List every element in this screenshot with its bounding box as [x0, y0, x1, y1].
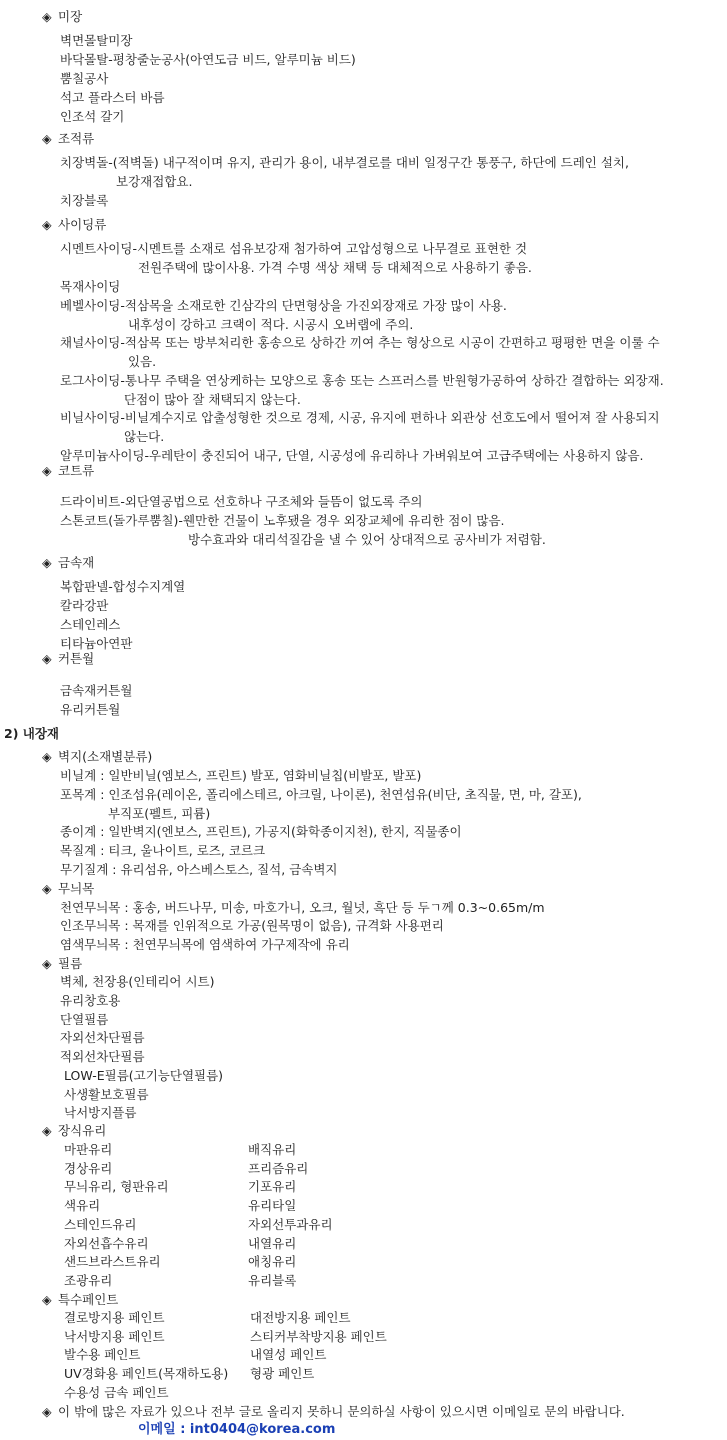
list-item: 포목계 : 인조섬유(레이온, 폴리에스테르, 아크릴, 나이론), 천연섬유(비단, 초직물, 면, 마, 갈포), [60, 787, 582, 802]
list-item-right: 내열유리 [248, 1235, 297, 1251]
list-item-left: 마판유리 [64, 1142, 113, 1157]
list-item-right: 스티커부착방지용 페인트 [250, 1328, 387, 1344]
list-item-left: 낙서방지용 페인트 [64, 1328, 165, 1344]
diamond-bullet-icon: ◈ [42, 749, 52, 764]
list-item: 뿜칠공사 [60, 71, 109, 86]
section-title: 코트류 [58, 463, 95, 478]
list-item-left: 자외선흡수유리 [64, 1235, 149, 1251]
list-item: 베벨사이딩-적삼목을 소재로한 긴삼각의 단면형상을 가진외장재로 가장 많이 사용. [60, 298, 507, 313]
list-item-left: 결로방지용 페인트 [64, 1310, 165, 1325]
list-item: 사생활보호필름 [64, 1087, 149, 1102]
list-item: 스테인레스 [60, 617, 121, 632]
list-item-right: 유리타일 [248, 1198, 297, 1214]
list-item: 유리창호용 [60, 993, 121, 1008]
list-item: 알루미늄사이딩-우레탄이 충진되어 내구, 단열, 시공성에 유리하나 가벼워보여 고급주택에는 사용하지 않음. [60, 448, 644, 463]
list-item: 단점이 많아 잘 채택되지 않는다. [124, 392, 301, 407]
section-title: 미장 [58, 9, 83, 24]
list-item: 비닐사이딩-비닐계수지로 압출성형한 것으로 경제, 시공, 유지에 편하나 외관상 선호도에서 떨어져 잘 사용되지 [60, 410, 660, 425]
diamond-bullet-icon: ◈ [42, 1123, 52, 1138]
section-title: 조적류 [58, 131, 95, 146]
section-heading [42, 554, 94, 572]
list-item: 염색무늬목 : 천연무늬목에 염색하여 가구제작에 유리 [60, 937, 350, 952]
list-item-left: 수용성 금속 페인트 [64, 1384, 169, 1400]
section-heading [42, 8, 82, 26]
diamond-bullet-icon: ◈ [42, 956, 52, 971]
list-item: 목재사이딩 [60, 279, 121, 294]
list-item: 티타늄아연판 [60, 636, 133, 651]
section-title: 커튼월 [58, 651, 95, 666]
list-item: 자외선차단필름 [60, 1030, 145, 1045]
section-heading [42, 748, 152, 766]
list-item-left: 무늬유리, 형판유리 [64, 1179, 169, 1195]
diamond-bullet-icon: ◈ [42, 217, 52, 232]
list-item-right: 자외선투과유리 [248, 1216, 333, 1232]
list-item: 전원주택에 많이사용. 가격 수명 색상 채택 등 대체적으로 사용하기 좋음. [138, 260, 532, 275]
list-item-right: 애칭유리 [248, 1254, 297, 1270]
email-contact: 이메일 : int0404@korea.com [138, 1422, 336, 1437]
list-item-left: 조광유리 [64, 1272, 113, 1288]
diamond-bullet-icon: ◈ [42, 1292, 52, 1307]
list-item: 단열필름 [60, 1012, 109, 1027]
list-item: 천연무늬목 : 홍송, 버드나무, 미송, 마호가니, 오크, 월넛, 흑단 등 두ㄱ께 0.3~0.65m/m [60, 900, 545, 915]
list-item: 채널사이딩-적삼목 또는 방부처리한 홍송으로 상하간 끼여 추는 형상으로 시공이 간편하고 평평한 면을 이룰 수 [60, 335, 660, 350]
list-item: 인조무늬목 : 목재를 인위적으로 가공(원목명이 없음), 규격화 사용편리 [60, 918, 444, 933]
list-item: 부직포(펠트, 피륨) [108, 806, 211, 821]
diamond-bullet-icon: ◈ [42, 463, 52, 478]
section-title: 벽지(소재별분류) [58, 749, 153, 764]
section-title: 장식유리 [58, 1123, 107, 1138]
list-item: 목질계 : 티크, 울나이트, 로즈, 코르크 [60, 843, 266, 858]
list-item: 시멘트사이딩-시멘트를 소재로 섬유보강재 첨가하여 고압성형으로 나무결로 표현한 것 [60, 241, 528, 256]
list-item-left: UV경화용 페인트(목재하도용) [64, 1366, 229, 1382]
section-heading [42, 462, 94, 480]
section-heading [42, 130, 94, 148]
section-heading [42, 650, 94, 668]
list-item-left: 샌드브라스트유리 [64, 1254, 161, 1270]
list-item: 방수효과와 대리석질감을 낼 수 있어 상대적으로 공사비가 저렴함. [188, 532, 546, 547]
list-item-left: 색유리 [64, 1198, 101, 1214]
section-title: 무늬목 [58, 881, 95, 896]
list-item: 보강재접합요. [116, 174, 193, 189]
list-item: 복합판넬-합성수지계열 [60, 579, 186, 594]
list-item: 석고 플라스터 바름 [60, 90, 165, 105]
diamond-bullet-icon: ◈ [42, 9, 52, 24]
diamond-bullet-icon: ◈ [42, 555, 52, 570]
interior-heading: 2) 내장재 [4, 726, 59, 741]
section-title: 필름 [58, 956, 83, 971]
list-item: 칼라강판 [60, 598, 109, 613]
section-heading [42, 880, 94, 898]
list-item: 비닐계 : 일반비닐(엠보스, 프린트) 발포, 염화비닐칩(비발포, 발포) [60, 768, 422, 783]
list-item-right: 기포유리 [248, 1179, 297, 1195]
diamond-bullet-icon: ◈ [42, 651, 52, 666]
section-heading [42, 216, 106, 234]
list-item: 금속재커튼월 [60, 683, 133, 698]
list-item: 있음. [128, 354, 157, 369]
list-item-left: 경상유리 [64, 1160, 113, 1176]
diamond-bullet-icon: ◈ [42, 881, 52, 896]
list-item: 로그사이딩-통나무 주택을 연상케하는 모양으로 홍송 또는 스프러스를 반원형가공하여 상하간 결합하는 외장재. [60, 373, 664, 388]
list-item-right: 형광 페인트 [250, 1366, 315, 1382]
list-item: 내후성이 강하고 크랙이 적다. 시공시 오버랩에 주의. [128, 317, 414, 332]
list-item: 치장벽돌-(적벽돌) 내구적이며 유지, 관리가 용이, 내부결로를 대비 일정구간 통풍구, 하단에 드레인 설치, [60, 155, 629, 170]
list-item-left: 발수용 페인트 [64, 1347, 141, 1363]
list-item-right: 대전방지용 페인트 [250, 1310, 351, 1325]
list-item-right: 유리블록 [248, 1272, 297, 1288]
list-item: 벽체, 천장용(인테리어 시트) [60, 974, 215, 989]
section-heading [42, 1403, 625, 1421]
section-title: 금속재 [58, 555, 95, 570]
list-item-right: 프리즘유리 [248, 1160, 309, 1176]
list-item: 스톤코트(돌가루뿜칠)-웬만한 건물이 노후됐을 경우 외장교체에 유리한 점이 많음. [60, 513, 505, 528]
list-item-right: 배직유리 [248, 1142, 297, 1157]
diamond-bullet-icon: ◈ [42, 131, 52, 146]
section-heading [42, 1122, 106, 1140]
list-item: 벽면몰탈미장 [60, 33, 133, 48]
diamond-bullet-icon: ◈ [42, 1404, 52, 1419]
list-item: 유리커튼월 [60, 702, 121, 717]
list-item: 인조석 갈기 [60, 109, 125, 124]
section-title: 특수페인트 [58, 1292, 119, 1307]
list-item-right: 내열성 페인트 [250, 1347, 327, 1363]
section-heading [42, 1291, 118, 1309]
list-item: 적외선차단필름 [60, 1049, 145, 1064]
list-item: 않는다. [124, 429, 165, 444]
list-item: 드라이비트-외단열공법으로 선호하나 구조체와 들뜸이 없도록 주의 [60, 494, 423, 509]
list-item: LOW-E필름(고기능단열필름) [64, 1068, 224, 1083]
list-item: 무기질계 : 유리섬유, 아스베스토스, 질석, 금속벽지 [60, 862, 338, 877]
list-item: 치장블록 [60, 193, 109, 208]
section-heading [42, 955, 82, 973]
list-item-left: 스테인드유리 [64, 1216, 137, 1232]
list-item: 낙서방지플름 [64, 1105, 137, 1120]
list-item: 종이계 : 일반벽지(엔보스, 프린트), 가공지(화학종이지천), 한지, 직물종이 [60, 824, 462, 839]
list-item: 바닥몰탈-평창줄눈공사(아연도금 비드, 알루미늄 비드) [60, 52, 356, 67]
section-title: 사이딩류 [58, 217, 107, 232]
section-title: 이 밖에 많은 자료가 있으나 전부 글로 올리지 못하니 문의하실 사항이 있으시면 이메일로 문의 바랍니다. [58, 1404, 625, 1419]
